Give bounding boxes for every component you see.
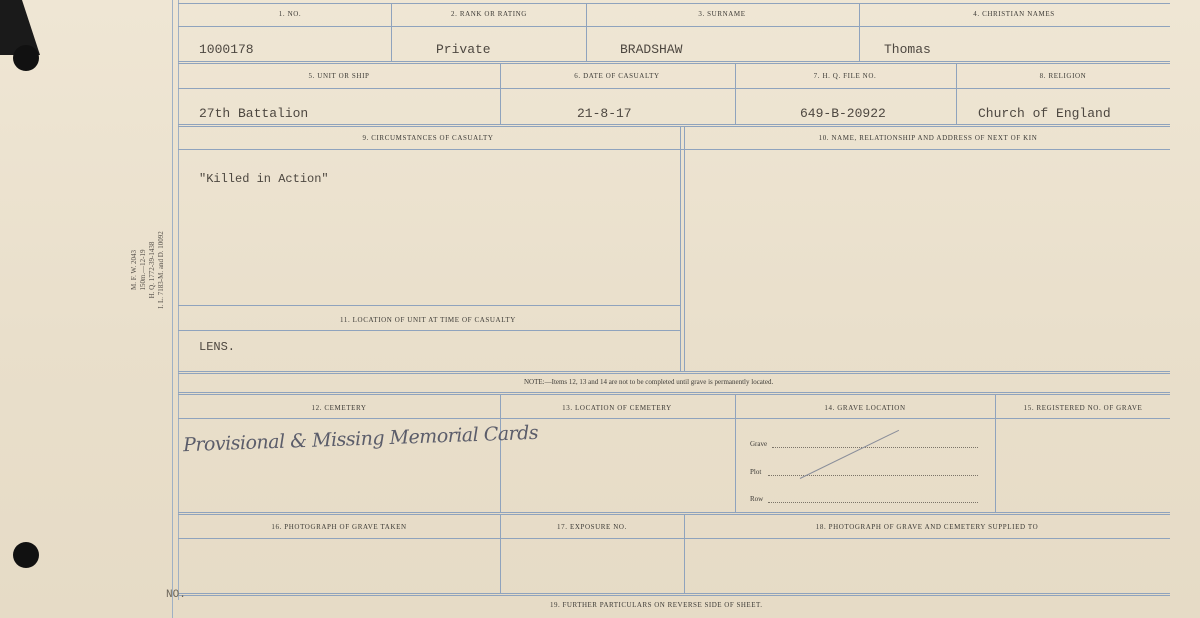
rule: [391, 3, 392, 61]
form-code-line: 150m.—12-19: [139, 249, 147, 291]
rule: [859, 3, 860, 61]
double-rule: [178, 512, 1170, 515]
margin-rule-inner: [178, 0, 179, 600]
field-file-no: 649-B-20922: [800, 106, 886, 121]
punch-hole-bottom: [13, 542, 39, 568]
header-photograph-supplied: 18. PHOTOGRAPH OF GRAVE AND CEMETERY SUPPLIED TO: [815, 523, 1039, 531]
field-surname: BRADSHAW: [620, 42, 683, 57]
footer-further-particulars: 19. FURTHER PARTICULARS ON REVERSE SIDE OF SHEET.: [550, 601, 763, 609]
form-code: [130, 210, 166, 330]
label-grave: Grave: [750, 440, 768, 448]
margin-rule: [172, 0, 173, 618]
header-circumstances: 9. CIRCUMSTANCES OF CASUALTY: [362, 134, 494, 142]
field-religion: Church of England: [978, 106, 1111, 121]
rule: [500, 64, 501, 124]
header-grave-location: 14. GRAVE LOCATION: [824, 404, 906, 412]
double-rule: [178, 61, 1170, 64]
header-next-of-kin: 10. NAME, RELATIONSHIP AND ADDRESS OF NEXT OF KIN: [818, 134, 1038, 142]
header-date: 6. DATE OF CASUALTY: [574, 72, 660, 80]
rule: [684, 127, 685, 372]
header-number: 1. NO.: [278, 10, 302, 18]
header-file-no: 7. H. Q. FILE NO.: [813, 72, 877, 80]
dotted-line: [768, 475, 978, 476]
field-cemetery-handwritten: Provisional & Missing Memorial Cards: [182, 421, 539, 457]
field-date: 21-8-17: [577, 106, 632, 121]
rule: [956, 64, 957, 124]
form-code-line: H. Q. 1772-39-1438: [148, 241, 156, 299]
form-code-line: M. F. W. 2043: [130, 250, 138, 290]
field-christian-names: Thomas: [884, 42, 931, 57]
rule: [586, 3, 587, 61]
rule: [178, 538, 1170, 539]
double-rule: [178, 593, 1170, 596]
field-location-of-unit: LENS.: [199, 340, 236, 354]
note: NOTE:—Items 12, 13 and 14 are not to be completed until grave is permanently located.: [524, 378, 774, 386]
rule: [178, 305, 680, 306]
field-number: 1000178: [199, 42, 254, 57]
label-plot: Plot: [750, 468, 762, 476]
header-exposure-no: 17. EXPOSURE NO.: [557, 523, 627, 531]
header-surname: 3. SURNAME: [698, 10, 746, 18]
header-photograph-taken: 16. PHOTOGRAPH OF GRAVE TAKEN: [271, 523, 407, 531]
rule: [178, 330, 680, 331]
rule: [735, 64, 736, 124]
rule: [178, 88, 1170, 89]
header-rank: 2. RANK OR RATING: [451, 10, 527, 18]
rule: [178, 418, 1170, 419]
form-code-line: I. L. 7183-M. and D. 10092: [157, 231, 165, 309]
header-religion: 8. RELIGION: [1039, 72, 1087, 80]
header-registered-no: 15. REGISTERED NO. OF GRAVE: [1023, 404, 1143, 412]
number-mark: NO.: [166, 589, 186, 601]
header-location-of-cemetery: 13. LOCATION OF CEMETERY: [562, 404, 672, 412]
rule: [500, 395, 501, 513]
field-rank: Private: [436, 42, 491, 57]
field-unit: 27th Battalion: [199, 106, 309, 121]
dotted-line: [772, 447, 978, 448]
header-location-of-unit: 11. LOCATION OF UNIT AT TIME OF CASUALTY: [340, 316, 516, 324]
rule: [684, 515, 685, 593]
label-row: Row: [750, 495, 764, 503]
double-rule: [178, 371, 1170, 374]
rule: [680, 127, 681, 372]
header-christian-names: 4. CHRISTIAN NAMES: [973, 10, 1055, 18]
rule: [178, 26, 1170, 27]
rule: [178, 3, 1170, 4]
header-unit: 5. UNIT OR SHIP: [308, 72, 370, 80]
double-rule: [178, 392, 1170, 395]
punch-hole-top: [13, 45, 39, 71]
rule: [995, 395, 996, 513]
rule: [500, 515, 501, 593]
header-cemetery: 12. CEMETERY: [311, 404, 367, 412]
rule: [178, 149, 1170, 150]
rule: [735, 395, 736, 513]
dotted-line: [768, 502, 978, 503]
double-rule: [178, 124, 1170, 127]
pen-stroke: [800, 430, 899, 479]
field-circumstances: "Killed in Action": [199, 172, 329, 186]
